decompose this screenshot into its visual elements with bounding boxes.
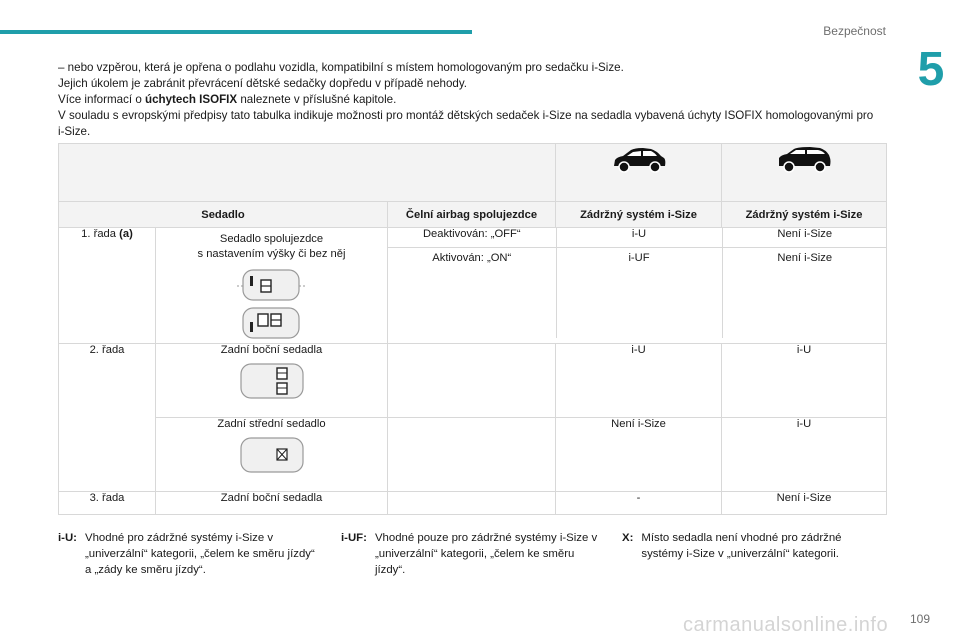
row-label: 2. řada	[59, 344, 156, 492]
airbag-value	[388, 492, 556, 515]
intro-text	[58, 60, 878, 140]
front-passenger-seat-diagram	[237, 268, 307, 340]
isize-value: i-U	[556, 344, 722, 418]
car-forward-icon	[611, 144, 667, 174]
table-row	[59, 228, 887, 344]
intro-line: V souladu s evropskými předpisy tato tabulka indikuje možnosti pro montáž dětských sedaček i-Size na sedadla vybavená úchyty ISOFIX homologovanými pro i-Size.	[58, 109, 874, 138]
seat-label: Sedadlo spolujezdce s nastavením výšky či bez něj	[197, 233, 346, 260]
isize-value: i-UF	[556, 248, 722, 339]
rear-center-seat-diagram	[237, 436, 307, 474]
table-corner	[59, 144, 556, 202]
airbag-value	[388, 418, 556, 492]
row-label: 3. řada	[59, 492, 156, 515]
header-accent-bar	[0, 30, 472, 34]
isize-value: Není i-Size	[556, 418, 722, 492]
table-row	[59, 418, 887, 492]
intro-line: Jejich úkolem je zabránit převrácení dětské sedačky dopředu v případě nehody.	[58, 77, 468, 90]
row-label: 1. řada (a)	[59, 228, 156, 344]
isofix-reference: úchytech ISOFIX	[145, 93, 238, 106]
page-number: 109	[909, 612, 930, 626]
section-title: Bezpečnost	[823, 24, 886, 38]
isize-value: Není i-Size	[777, 228, 833, 240]
column-header-airbag: Čelní airbag spolujezdce	[388, 202, 556, 228]
chapter-number: 5	[902, 40, 960, 100]
legend-item: X: Místo sedadla není vhodné pro zádržné systémy i-Size v „univerzální“ kategorii.	[622, 532, 842, 560]
seat-cell: Zadní boční sedadla	[156, 344, 388, 418]
rear-side-seats-diagram	[237, 362, 307, 400]
column-header-isize-rearward: Zádržný systém i-Size	[722, 202, 887, 228]
airbag-value	[388, 344, 556, 418]
car-icon-cell	[722, 144, 887, 202]
isize-value: Není i-Size	[722, 248, 887, 339]
seat-cell: Zadní boční sedadla	[156, 492, 388, 515]
legend-item: i-UF: Vhodné pouze pro zádržné systémy i-Size v „univerzální“ kategorii, „čelem ke směru jízdy“.	[341, 532, 598, 576]
car-icon-cell	[556, 144, 722, 202]
isize-compatibility-table	[58, 143, 887, 515]
watermark: carmanualsonline.info	[683, 614, 889, 636]
isize-value: i-U	[722, 418, 887, 492]
isize-value: -	[556, 492, 722, 515]
intro-line: Více informací o úchytech ISOFIX naleznete v příslušné kapitole.	[58, 93, 397, 106]
isize-value: Není i-Size	[722, 492, 887, 515]
seat-cell	[156, 228, 388, 344]
isize-value: i-U	[722, 344, 887, 418]
table-row	[59, 492, 887, 515]
column-header-seat: Sedadlo	[59, 202, 388, 228]
intro-line: – nebo vzpěrou, která je opřena o podlahu vozidla, kompatibilní s místem homologovaným pro sedačku i-Size.	[58, 61, 624, 74]
airbag-value: Deaktivován: „OFF“	[388, 228, 556, 248]
isize-value: i-U	[556, 228, 722, 248]
column-header-isize-forward: Zádržný systém i-Size	[556, 202, 722, 228]
table-row	[59, 344, 887, 418]
row1-subcells	[388, 228, 887, 344]
legend-item: i-U: Vhodné pro zádržné systémy i-Size v „univerzální“ kategorii, „čelem ke směru jízdy“ a „zády ke směru jízdy“.	[58, 532, 315, 576]
airbag-value: Aktivován: „ON“	[388, 248, 556, 339]
seat-cell: Zadní střední sedadlo	[156, 418, 388, 492]
car-rearward-icon	[776, 144, 832, 174]
